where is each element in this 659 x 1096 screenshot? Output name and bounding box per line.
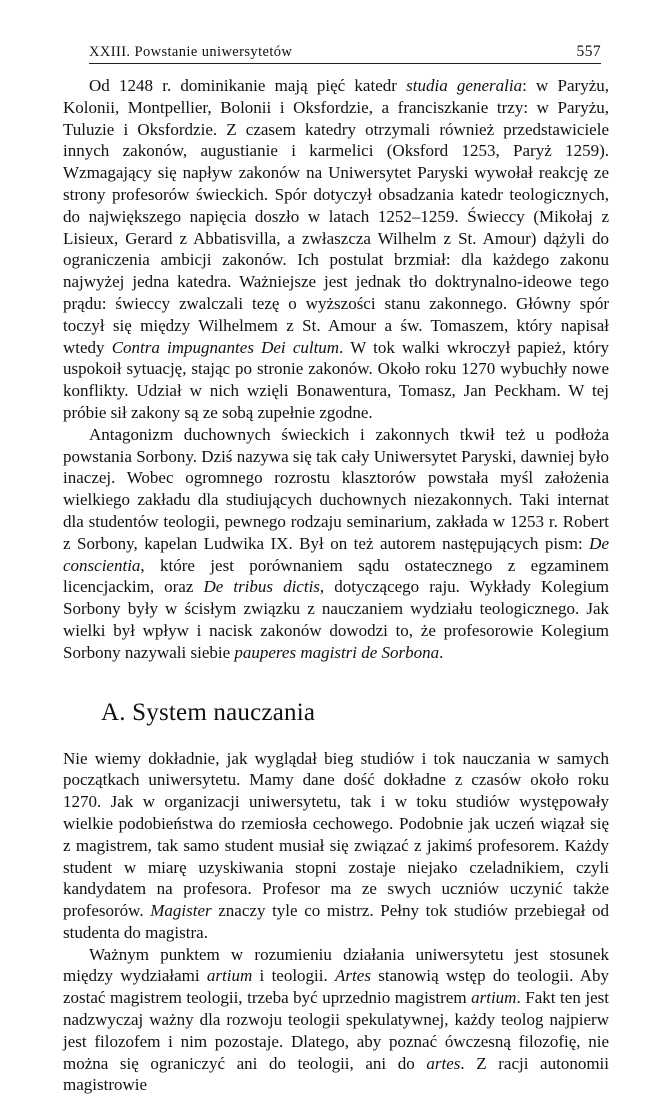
italic-title: De conscientia: [63, 533, 609, 575]
text-run: . Fakt ten jest nadzwyczaj ważny dla rozwoju teologii spekulatywnej, każdy teolog najpierw jest filozofem i nim pozostaje. Dlatego, aby poznać ówczesną filozofię, nie można się ograniczyć ani do teologii, ani do: [63, 988, 609, 1073]
italic-term: artium: [206, 966, 253, 986]
running-title: XXIII. Powstanie uniwersytetów: [89, 44, 293, 60]
text-run: .: [439, 642, 444, 662]
text-run: : w Paryżu, Kolonii, Montpellier, Bolonii i Oksfordzie, a franciszkanie trzy: w Paryżu, Tuluzie i Oksfordzie. Z czasem katedry otrzymali również przedstawiciele innych zakonów, augustianie i karmelici (Oksford 1253, Paryż 1259). Wzmagający się napływ zakonów na Uniwersytet Paryski wywołał reakcję ze strony profesorów świeckich. Spór dotyczył obsadzania katedr teologicznych, do największego napięcia doszło w latach 1252–1259. Świeccy (Mikołaj z Lisieux, Gerard z Abbatisvilla, a zwłaszcza Wilhelm z St. Amour) dążyli do ograniczenia ambicji zakonów. Ich postulat brzmiał: dla każdego zakonu najwyżej jedna katedra. Ważniejsze jest jednak tło doktrynalno-ideowe tego prądu: świeccy zwalczali tezę o wyższości stanu zakonnego. Główny spór toczył się między Wilhelmem z St. Amour a św. Tomaszem, który napisał wtedy: [63, 76, 610, 357]
text-run: . W tok walki wkroczył papież, który uspokoił sytuację, stając po stronie zakonów. Około roku 1270 wybuchły nowe konflikty. Udział w nich wzięli Bonawentura, Tomasz, Jan Peckham. W tej próbie sił zakony są ze sobą zupełnie zgodne.: [63, 337, 609, 422]
paragraph-faculties: [63, 944, 609, 1096]
italic-term: artes: [426, 1053, 461, 1073]
header-rule: [89, 63, 601, 64]
text-run: znaczy tyle co mistrz. Pełny tok studiów przebiegał od studenta do magistra.: [63, 901, 609, 942]
text-run: stanowią wstęp do teologii. Aby zostać magistrem teologii, trzeba być uprzednio magistrem: [63, 966, 609, 1008]
text-run: , które jest porównaniem sądu ostatecznego z egzaminem licencjackim, oraz: [63, 555, 609, 597]
text-run: Od 1248 r. dominikanie mają pięć katedr: [89, 76, 407, 95]
italic-term: Artes: [335, 966, 371, 986]
text-run: Nie wiemy dokładnie, jak wyglądał bieg studiów i tok nauczania w samych początkach uniwersytetu. Mamy dane dość dokładne z czasów około roku 1270. Jak w organizacji uniwersytetu, tak i w toku studiów występowały wielkie podobieństwa do rzemiosła cechowego. Podobnie jak uczeń wiązał się z magistrem, tak samo student musiał się związać z jakimś profesorem. Każdy student w miarę uzyskiwania stopni zostaje niejako czeladnikiem, czyli kandydatem na profesora. Profesor ma ze swych uczniów uczynić także profesorów.: [63, 748, 609, 921]
italic-term: Magister: [150, 901, 212, 921]
section-heading: A. System nauczania: [101, 698, 316, 726]
text-run: . Z racji autonomii magistrowie: [63, 1053, 609, 1095]
text-run: Ważnym punktem w rozumieniu działania uniwersytetu jest stosunek między wydziałami: [63, 944, 609, 986]
page-number: 557: [576, 43, 601, 60]
paragraph-dominicans: [63, 75, 609, 424]
text-run: i teologii.: [252, 966, 336, 986]
italic-term: artium: [471, 988, 517, 1008]
running-header: [89, 30, 601, 60]
paragraph-system: [63, 748, 609, 944]
italic-title: De tribus dictis: [203, 577, 320, 597]
italic-title: Contra impugnantes Dei cultum: [111, 337, 340, 357]
page-body: [63, 75, 609, 1096]
italic-term: pauperes magistri de Sorbona: [234, 642, 440, 662]
text-run: , dotyczącego raju. Wykłady Kolegium Sorbony były w ścisłym związku z nauczaniem wydziału teologicznego. Jak wielki był wpływ i nacisk zakonów dowodzi to, że profesorowie Kolegium Sorbony nazywali siebie: [63, 577, 609, 662]
text-run: Antagonizm duchownych świeckich i zakonnych tkwił też u podłoża powstania Sorbony. Dziś nazywa się tak cały Uniwersytet Paryski, dawniej było inaczej. Wobec ogromnego rozrostu klasztorów powstała myśl założenia wielkiego zakładu dla studiujących duchownych niezakonnych. Taki internat dla studentów teologii, pewnego rodzaju seminarium, zakłada w 1253 r. Robert z Sorbony, kapelan Ludwika IX. Był on też autorem następujących pism:: [63, 424, 609, 553]
paragraph-sorbonne: [63, 424, 609, 664]
italic-term: studia generalia: [406, 76, 523, 95]
